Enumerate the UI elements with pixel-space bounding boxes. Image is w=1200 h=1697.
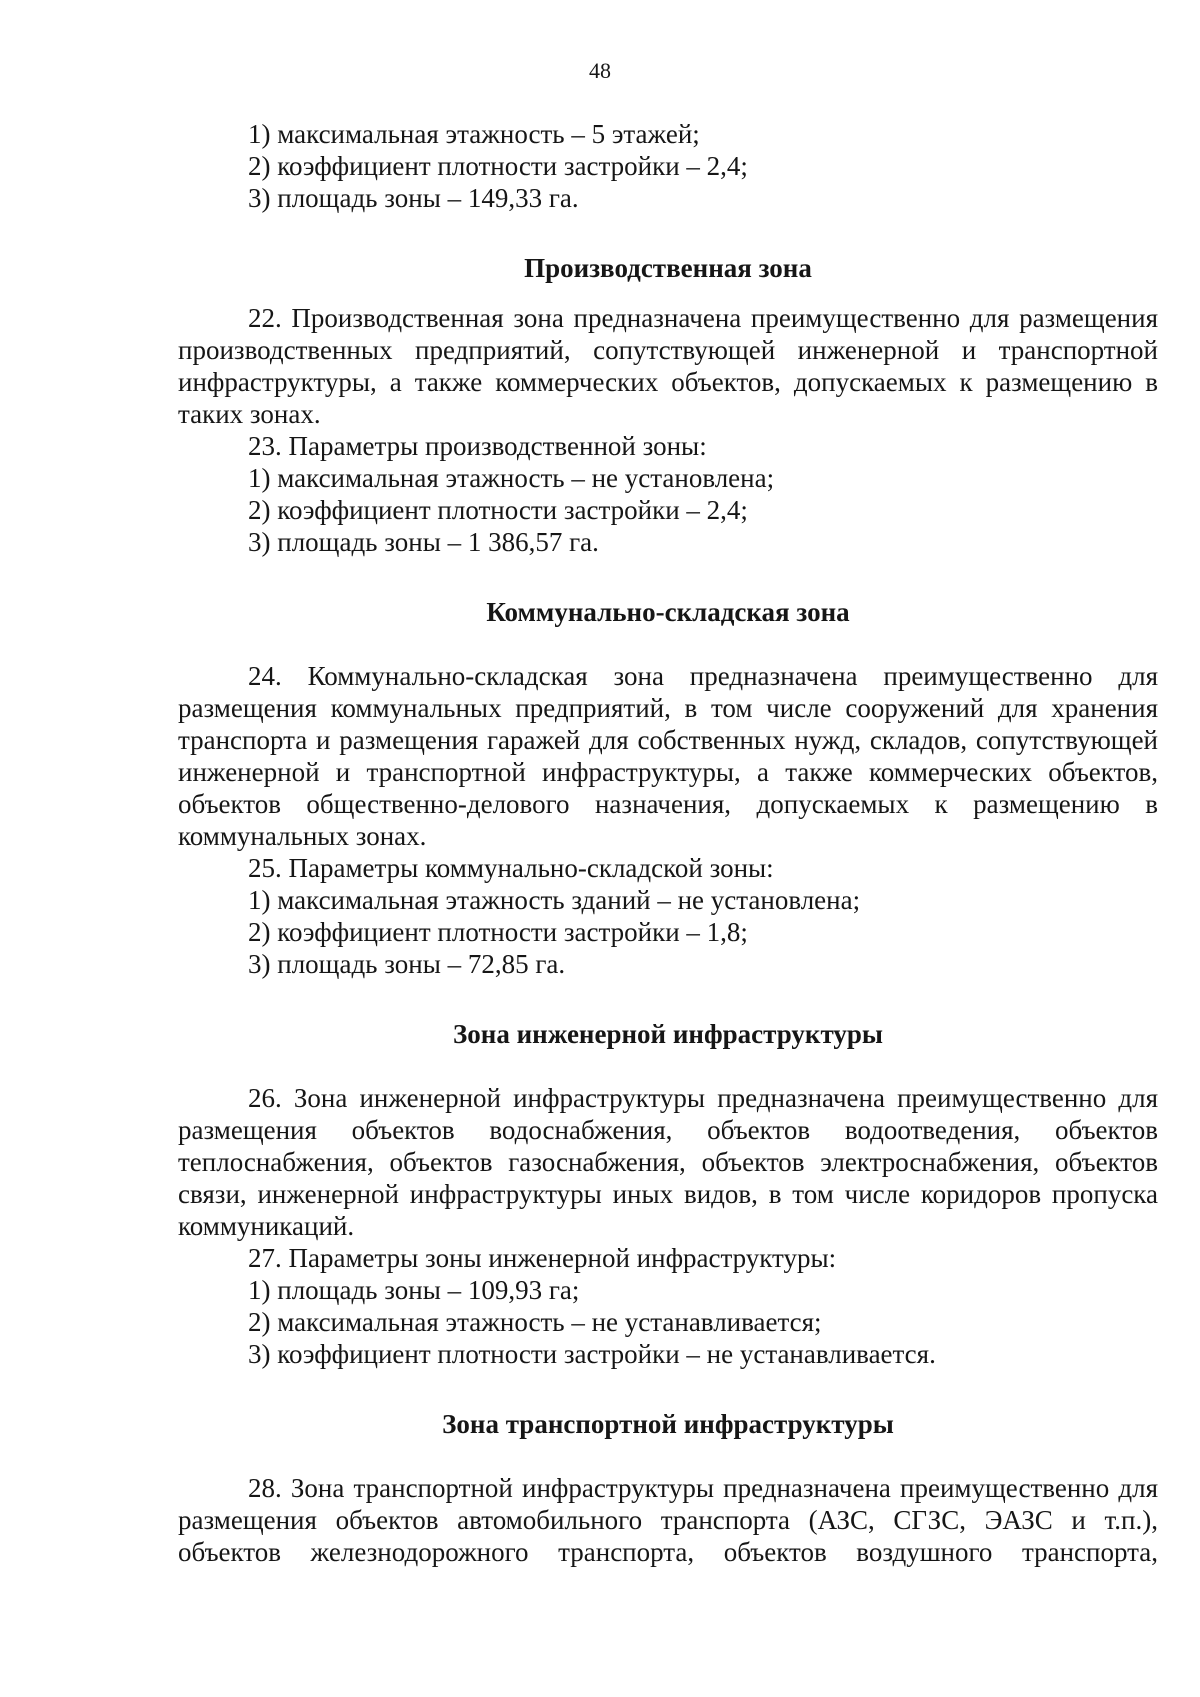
list-item: 1) максимальная этажность зданий – не установлена; [248, 885, 861, 915]
section-heading: Коммунально-складская зона [486, 597, 850, 627]
list-item: 3) площадь зоны – 149,33 га. [248, 183, 579, 213]
section-paragraph: 26. Зона инженерной инфраструктуры предназначена преимущественно для размещения объектов водоснабжения, объектов водоотведения, объектов теплоснабжения, объектов газоснабжения, объектов электроснабжения, объектов связи, инженерной инфраструктуры иных видов, в том числе коридоров пропуска коммуникаций. [178, 1083, 1158, 1241]
section-paragraph: 28. Зона транспортной инфраструктуры предназначена преимущественно для размещения объектов автомобильного транспорта (АЗС, СГЗС, ЭАЗС и т.п.), объектов железнодорожного транспорта, объектов воздушного транспорта, [178, 1473, 1158, 1567]
page-content [178, 118, 1158, 1568]
params-title: 25. Параметры коммунально-складской зоны: [248, 853, 774, 883]
list-item: 3) площадь зоны – 72,85 га. [248, 949, 566, 979]
section-heading: Производственная зона [524, 253, 812, 283]
section-paragraph: 24. Коммунально-складская зона предназначена преимущественно для размещения коммунальных предприятий, в том числе сооружений для хранения транспорта и размещения гаражей для собственных нужд, складов, сопутствующей инженерной и транспортной инфраструктуры, а также коммерческих объектов, объектов общественно-делового назначения, допускаемых к размещению в коммунальных зонах. [178, 661, 1158, 851]
list-item: 1) максимальная этажность – не установлена; [248, 463, 775, 493]
list-item: 2) коэффициент плотности застройки – 1,8; [248, 917, 748, 947]
section-heading: Зона транспортной инфраструктуры [442, 1409, 894, 1439]
section-heading: Зона инженерной инфраструктуры [453, 1019, 883, 1049]
list-item: 1) площадь зоны – 109,93 га; [248, 1275, 580, 1305]
list-item: 2) коэффициент плотности застройки – 2,4; [248, 495, 748, 525]
section-communal-storage-zone [178, 596, 1158, 980]
section-production-zone [178, 252, 1158, 558]
list-item: 1) максимальная этажность – 5 этажей; [248, 119, 700, 149]
list-item: 3) площадь зоны – 1 386,57 га. [248, 527, 599, 557]
list-item: 2) максимальная этажность – не устанавливается; [248, 1307, 822, 1337]
page-number: 48 [589, 58, 611, 83]
params-title: 27. Параметры зоны инженерной инфраструктуры: [248, 1243, 837, 1273]
section-engineering-infrastructure-zone [178, 1018, 1158, 1370]
list-item: 2) коэффициент плотности застройки – 2,4; [248, 151, 748, 181]
intro-params-list [178, 118, 1158, 214]
section-paragraph: 22. Производственная зона предназначена преимущественно для размещения производственных предприятий, сопутствующей инженерной и транспортной инфраструктуры, а также коммерческих объектов, допускаемых к размещению в таких зонах. [178, 303, 1158, 429]
list-item: 3) коэффициент плотности застройки – не устанавливается. [248, 1339, 936, 1369]
params-title: 23. Параметры производственной зоны: [248, 431, 707, 461]
section-transport-infrastructure-zone [178, 1408, 1158, 1568]
